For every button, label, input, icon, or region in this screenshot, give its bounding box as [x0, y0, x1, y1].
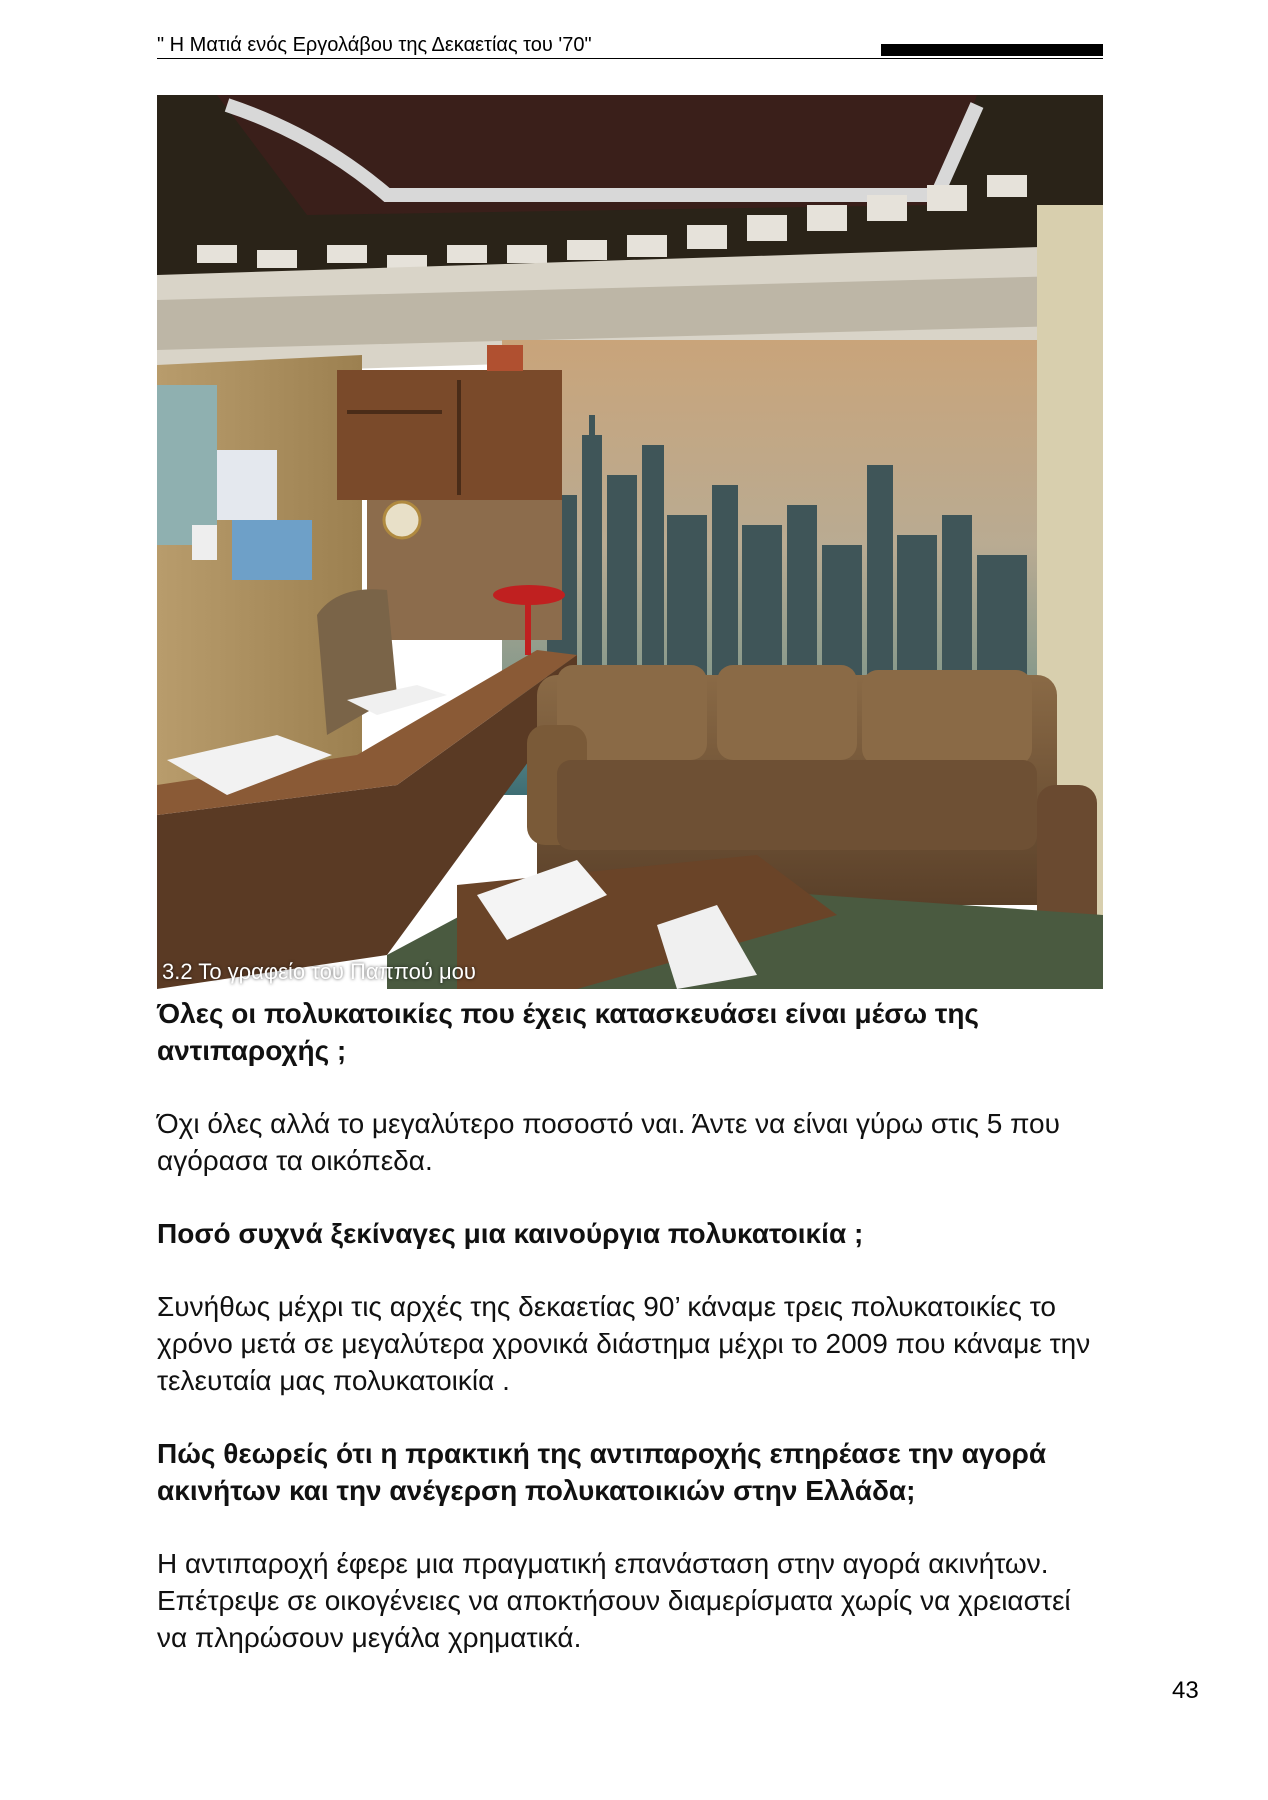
- page-number: 43: [1172, 1677, 1199, 1704]
- answer-3: Η αντιπαροχή έφερε μια πραγματική επανάσταση στην αγορά ακινήτων. Επέτρεψε σε οικογένειες να αποκτήσουν διαμερίσματα χωρίς να χρειαστεί να πληρώσουν μεγάλα χρηματικά.: [157, 1548, 1071, 1653]
- answer-2: Συνήθως μέχρι τις αρχές της δεκαετίας 90’ κάναμε τρεις πολυκατοικίες το χρόνο μετά σε μεγαλύτερα χρονικά διάστημα μέχρι το 2009 που κάναμε την τελευταία μας πολυκατοικία .: [157, 1291, 1091, 1396]
- header-rule-bar: [881, 44, 1103, 56]
- interview-content: [157, 995, 1107, 1656]
- question-3: Πώς θεωρείς ότι η πρακτική της αντιπαροχής επηρέασε την αγορά ακινήτων και την ανέγερση πολυκατοικιών στην Ελλάδα;: [157, 1438, 1047, 1506]
- question-2: Ποσό συχνά ξεκίναγες μια καινούργια πολυκατοικία ;: [157, 1218, 864, 1249]
- figure-caption: 3.2 Το γραφείο του Παππού μου: [162, 959, 476, 984]
- answer-1: Όχι όλες αλλά το μεγαλύτερο ποσοστό ναι. Άντε να είναι γύρω στις 5 που αγόρασα τα οικόπεδα.: [157, 1108, 1060, 1176]
- question-1: Όλες οι πολυκατοικίες που έχεις κατασκευάσει είναι μέσω της αντιπαροχής ;: [157, 998, 979, 1066]
- running-header: [157, 34, 1103, 59]
- office-photo: [157, 95, 1103, 989]
- header-title: " Η Ματιά ενός Εργολάβου της Δεκαετίας του '70": [157, 34, 592, 56]
